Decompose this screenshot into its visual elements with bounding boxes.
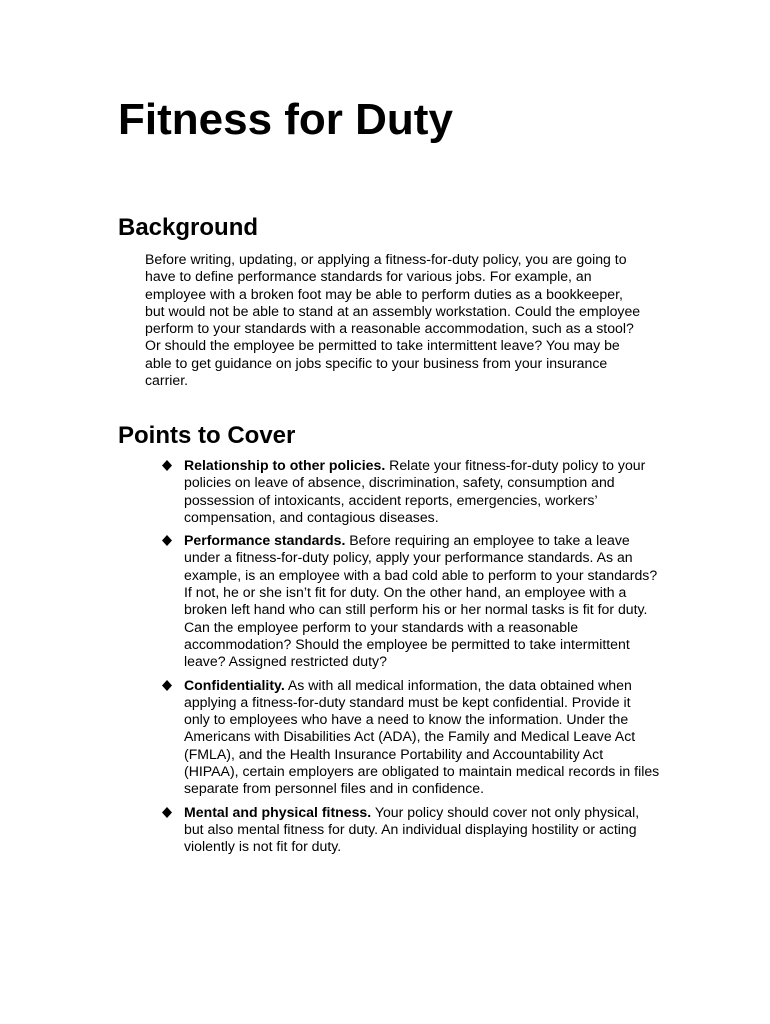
points-heading: Points to Cover xyxy=(118,422,296,449)
point-lead: Relationship to other policies. xyxy=(184,457,386,473)
point-text: Relate your fitness-for-duty policy to your policies on leave of absence, discrimination, safety, consumption and possession of intoxicants, accident reports, emergencies, workers’ compensation, and contagious diseases. xyxy=(184,457,646,525)
page-title: Fitness for Duty xyxy=(118,95,453,144)
diamond-bullet-icon xyxy=(160,457,174,474)
point-text: Your policy should cover not only physical, but also mental fitness for duty. An individual displaying hostility or acting violently is not fit for duty. xyxy=(184,803,640,855)
diamond-bullet-icon xyxy=(160,804,174,821)
point-text: As with all medical information, the data obtained when applying a fitness-for-duty standard must be kept confidential. Provide it only to employees who have a need to know the information. Under the Americans with Disabilities Act (ADA), the Family and Medical Leave Act (FMLA), and the Health Insurance Portability and Accountability Act (HIPAA), certain employers are obligated to maintain medical records in files separate from personnel files and in confidence. xyxy=(184,676,660,797)
point-lead: Confidentiality. xyxy=(184,676,285,693)
background-paragraph: Before writing, updating, or applying a fitness-for-duty policy, you are going to have to define performance standards for various jobs. For example, an employee with a broken foot may be able to perform duties as a bookkeeper, but would not be able to stand at an assembly workstation. Could the employee perform to your standards with a reasonable accommodation, such as a stool? Or should the employee be permitted to take intermittent leave? You may be able to get guidance on jobs specific to your business from your insurance carrier. xyxy=(145,251,641,389)
list-item xyxy=(160,677,660,798)
point-text: Before requiring an employee to take a leave under a fitness-for-duty policy, apply your performance standards. As an example, is an employee with a bad cold able to perform to your standards? If not, he or she isn’t fit for duty. On the other hand, an employee with a broken left hand who can still perform his or her normal tasks is fit for duty. Can the employee perform to your standards with a reasonable accommodation? Should the employee be permitted to take intermittent leave? Assigned restricted duty? xyxy=(184,532,658,670)
diamond-bullet-icon xyxy=(160,532,174,549)
points-list xyxy=(160,457,660,862)
list-item xyxy=(160,804,660,856)
background-heading: Background xyxy=(118,214,259,241)
point-lead: Mental and physical fitness. xyxy=(184,803,372,820)
point-lead: Performance standards. xyxy=(184,532,346,549)
list-item xyxy=(160,532,660,670)
diamond-bullet-icon xyxy=(160,677,174,694)
list-item xyxy=(160,457,660,526)
